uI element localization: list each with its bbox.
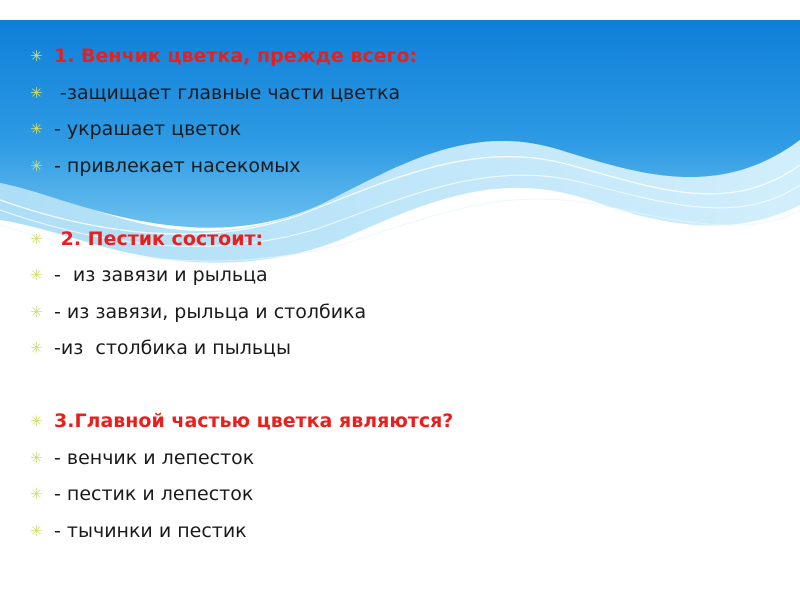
- bullet-icon: ✳: [30, 412, 43, 430]
- item-text: - привлекает насекомых: [54, 154, 301, 177]
- item-text: -защищает главные части цветка: [54, 81, 401, 104]
- bullet-icon: ✳: [30, 485, 43, 503]
- answer-option: [30, 513, 247, 549]
- item-text: - пестик и лепесток: [54, 483, 254, 505]
- bullet-icon: ✳: [30, 339, 43, 357]
- bullet-icon: ✳: [30, 83, 43, 102]
- item-text: - тычинки и пестик: [54, 519, 247, 542]
- bullet-icon: ✳: [30, 448, 43, 467]
- bullet-icon: ✳: [30, 47, 43, 65]
- question-heading: [30, 38, 417, 74]
- answer-option: [30, 257, 268, 293]
- question-heading: [30, 221, 263, 257]
- question-heading: [30, 403, 453, 439]
- item-text: 2. Пестик состоит:: [54, 227, 264, 250]
- bullet-icon: ✳: [30, 156, 43, 175]
- bullet-icon: ✳: [30, 521, 43, 540]
- item-text: 3.Главной частью цветка являются?: [54, 410, 454, 432]
- bullet-icon: ✳: [30, 120, 43, 138]
- item-text: -из столбика и пыльцы: [54, 337, 291, 359]
- bullet-icon: ✳: [30, 266, 43, 284]
- answer-option: [30, 476, 253, 512]
- bullet-icon: ✳: [30, 302, 43, 321]
- answer-option: [30, 330, 291, 366]
- answer-option: [30, 75, 400, 111]
- item-text: - из завязи и рыльца: [54, 264, 268, 286]
- item-text: - украшает цветок: [54, 118, 242, 140]
- answer-option: [30, 111, 241, 147]
- answer-option: [30, 294, 366, 330]
- item-text: 1. Венчик цветка, прежде всего:: [54, 45, 418, 67]
- answer-option: [30, 148, 301, 184]
- item-text: - из завязи, рыльца и столбика: [54, 300, 367, 323]
- bullet-icon: ✳: [30, 229, 43, 248]
- answer-option: [30, 440, 254, 476]
- item-text: - венчик и лепесток: [54, 446, 255, 469]
